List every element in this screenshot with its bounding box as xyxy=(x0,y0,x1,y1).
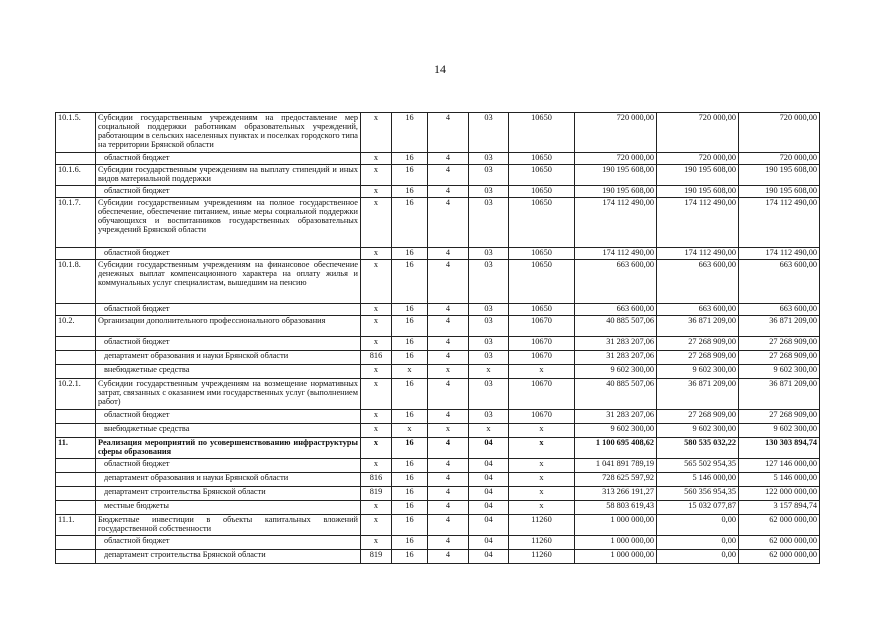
subprogram-code-cell: 4 xyxy=(428,260,469,304)
subprogram-code-cell: 4 xyxy=(428,501,469,515)
amount-year1-cell: 1 000 000,00 xyxy=(575,515,657,536)
event-code-cell: 10670 xyxy=(509,379,575,410)
amount-year3-cell: 663 600,00 xyxy=(739,304,820,316)
row-name-cell: департамент образования и науки Брянской области xyxy=(96,351,361,365)
row-name-cell: Субсидии государственным учреждениям на предоставление мер социальной поддержки работникам образовательных учреждений, работающим в сельских населенных пунктах и поселках городского типа на территории Брянской области xyxy=(96,113,361,153)
row-name-cell: департамент строительства Брянской области xyxy=(96,487,361,501)
admin-code-cell: 819 xyxy=(361,487,392,501)
amount-year3-cell: 9 602 300,00 xyxy=(739,365,820,379)
program-code-cell: 16 xyxy=(392,515,428,536)
admin-code-cell: х xyxy=(361,379,392,410)
subprogram-code-cell: 4 xyxy=(428,515,469,536)
amount-year3-cell: 27 268 909,00 xyxy=(739,337,820,351)
row-number-cell: 10.1.7. xyxy=(56,198,96,248)
program-code-cell: 16 xyxy=(392,438,428,459)
program-code-cell: 16 xyxy=(392,165,428,186)
amount-year2-cell: 560 356 954,35 xyxy=(657,487,739,501)
row-number-cell: 10.1.8. xyxy=(56,260,96,304)
program-code-cell: 16 xyxy=(392,536,428,550)
amount-year1-cell: 190 195 608,00 xyxy=(575,186,657,198)
row-number-cell xyxy=(56,424,96,438)
amount-year2-cell: 15 032 077,87 xyxy=(657,501,739,515)
subprogram-code-cell: 4 xyxy=(428,379,469,410)
row-name-cell: областной бюджет xyxy=(96,186,361,198)
amount-year1-cell: 40 885 507,06 xyxy=(575,379,657,410)
amount-year1-cell: 174 112 490,00 xyxy=(575,198,657,248)
amount-year1-cell: 1 000 000,00 xyxy=(575,536,657,550)
table-row xyxy=(56,316,820,337)
row-number-cell xyxy=(56,337,96,351)
event-code-cell: х xyxy=(509,459,575,473)
event-code-cell: 10650 xyxy=(509,113,575,153)
table-row xyxy=(56,379,820,410)
table-row xyxy=(56,248,820,260)
task-code-cell: х xyxy=(469,424,509,438)
task-code-cell: 03 xyxy=(469,248,509,260)
amount-year2-cell: 190 195 608,00 xyxy=(657,186,739,198)
row-name-cell: департамент строительства Брянской области xyxy=(96,550,361,564)
row-number-cell xyxy=(56,536,96,550)
amount-year3-cell: 9 602 300,00 xyxy=(739,424,820,438)
table-row xyxy=(56,186,820,198)
event-code-cell: х xyxy=(509,438,575,459)
program-code-cell: 16 xyxy=(392,113,428,153)
amount-year1-cell: 58 803 619,43 xyxy=(575,501,657,515)
subprogram-code-cell: 4 xyxy=(428,438,469,459)
budget-table xyxy=(55,112,820,564)
row-number-cell xyxy=(56,248,96,260)
subprogram-code-cell: 4 xyxy=(428,536,469,550)
task-code-cell: 04 xyxy=(469,487,509,501)
event-code-cell: 11260 xyxy=(509,536,575,550)
row-number-cell: 11. xyxy=(56,438,96,459)
amount-year3-cell: 62 000 000,00 xyxy=(739,536,820,550)
subprogram-code-cell: 4 xyxy=(428,487,469,501)
row-name-cell: департамент образования и науки Брянской области xyxy=(96,473,361,487)
event-code-cell: 11260 xyxy=(509,550,575,564)
row-name-cell: областной бюджет xyxy=(96,337,361,351)
amount-year1-cell: 728 625 597,92 xyxy=(575,473,657,487)
admin-code-cell: х xyxy=(361,337,392,351)
amount-year2-cell: 663 600,00 xyxy=(657,304,739,316)
amount-year2-cell: 174 112 490,00 xyxy=(657,198,739,248)
row-number-cell: 11.1. xyxy=(56,515,96,536)
program-code-cell: 16 xyxy=(392,473,428,487)
amount-year3-cell: 27 268 909,00 xyxy=(739,351,820,365)
table-row xyxy=(56,501,820,515)
event-code-cell: 10650 xyxy=(509,165,575,186)
event-code-cell: х xyxy=(509,501,575,515)
amount-year3-cell: 36 871 209,00 xyxy=(739,316,820,337)
amount-year2-cell: 27 268 909,00 xyxy=(657,410,739,424)
task-code-cell: 03 xyxy=(469,198,509,248)
subprogram-code-cell: 4 xyxy=(428,113,469,153)
amount-year1-cell: 1 000 000,00 xyxy=(575,550,657,564)
row-name-cell: областной бюджет xyxy=(96,459,361,473)
amount-year3-cell: 663 600,00 xyxy=(739,260,820,304)
admin-code-cell: х xyxy=(361,113,392,153)
admin-code-cell: х xyxy=(361,501,392,515)
amount-year2-cell: 174 112 490,00 xyxy=(657,248,739,260)
program-code-cell: 16 xyxy=(392,379,428,410)
program-code-cell: 16 xyxy=(392,501,428,515)
amount-year2-cell: 36 871 209,00 xyxy=(657,316,739,337)
amount-year2-cell: 0,00 xyxy=(657,515,739,536)
amount-year3-cell: 190 195 608,00 xyxy=(739,186,820,198)
amount-year1-cell: 190 195 608,00 xyxy=(575,165,657,186)
table-row xyxy=(56,304,820,316)
admin-code-cell: х xyxy=(361,153,392,165)
amount-year3-cell: 27 268 909,00 xyxy=(739,410,820,424)
amount-year2-cell: 9 602 300,00 xyxy=(657,424,739,438)
subprogram-code-cell: 4 xyxy=(428,550,469,564)
task-code-cell: 04 xyxy=(469,536,509,550)
amount-year1-cell: 313 266 191,27 xyxy=(575,487,657,501)
event-code-cell: 10650 xyxy=(509,304,575,316)
event-code-cell: 10670 xyxy=(509,351,575,365)
amount-year3-cell: 720 000,00 xyxy=(739,153,820,165)
amount-year3-cell: 62 000 000,00 xyxy=(739,515,820,536)
row-name-cell: Субсидии государственным учреждениям на возмещение нормативных затрат, связанных с оказанием ими государственных услуг (выполнением работ) xyxy=(96,379,361,410)
row-name-cell: Субсидии государственным учреждениям на финансовое обеспечение денежных выплат компенсационного характера на оплату жилья и коммунальных услуг специалистам, вышедшим на пенсию xyxy=(96,260,361,304)
table-row xyxy=(56,337,820,351)
row-number-cell xyxy=(56,153,96,165)
amount-year1-cell: 1 041 891 789,19 xyxy=(575,459,657,473)
table-row xyxy=(56,365,820,379)
subprogram-code-cell: 4 xyxy=(428,410,469,424)
admin-code-cell: 819 xyxy=(361,550,392,564)
task-code-cell: 03 xyxy=(469,304,509,316)
program-code-cell: х xyxy=(392,365,428,379)
program-code-cell: 16 xyxy=(392,410,428,424)
table-row xyxy=(56,438,820,459)
amount-year1-cell: 31 283 207,06 xyxy=(575,351,657,365)
event-code-cell: х xyxy=(509,365,575,379)
task-code-cell: 04 xyxy=(469,459,509,473)
task-code-cell: х xyxy=(469,365,509,379)
subprogram-code-cell: 4 xyxy=(428,459,469,473)
amount-year1-cell: 9 602 300,00 xyxy=(575,424,657,438)
amount-year3-cell: 190 195 608,00 xyxy=(739,165,820,186)
row-number-cell xyxy=(56,186,96,198)
amount-year3-cell: 174 112 490,00 xyxy=(739,248,820,260)
task-code-cell: 03 xyxy=(469,316,509,337)
subprogram-code-cell: 4 xyxy=(428,337,469,351)
amount-year3-cell: 62 000 000,00 xyxy=(739,550,820,564)
amount-year2-cell: 663 600,00 xyxy=(657,260,739,304)
event-code-cell: 11260 xyxy=(509,515,575,536)
amount-year2-cell: 580 535 032,22 xyxy=(657,438,739,459)
row-number-cell xyxy=(56,501,96,515)
admin-code-cell: х xyxy=(361,438,392,459)
row-name-cell: Бюджетные инвестиции в объекты капитальных вложений государственной собственности xyxy=(96,515,361,536)
subprogram-code-cell: х xyxy=(428,365,469,379)
subprogram-code-cell: 4 xyxy=(428,473,469,487)
table-row xyxy=(56,473,820,487)
amount-year1-cell: 40 885 507,06 xyxy=(575,316,657,337)
task-code-cell: 03 xyxy=(469,351,509,365)
task-code-cell: 03 xyxy=(469,165,509,186)
subprogram-code-cell: 4 xyxy=(428,198,469,248)
subprogram-code-cell: 4 xyxy=(428,186,469,198)
admin-code-cell: 816 xyxy=(361,351,392,365)
admin-code-cell: х xyxy=(361,424,392,438)
task-code-cell: 03 xyxy=(469,186,509,198)
table-row xyxy=(56,153,820,165)
row-number-cell: 10.2. xyxy=(56,316,96,337)
amount-year3-cell: 174 112 490,00 xyxy=(739,198,820,248)
amount-year1-cell: 720 000,00 xyxy=(575,153,657,165)
amount-year1-cell: 174 112 490,00 xyxy=(575,248,657,260)
amount-year2-cell: 27 268 909,00 xyxy=(657,337,739,351)
row-number-cell xyxy=(56,351,96,365)
row-name-cell: Субсидии государственным учреждениям на полное государственное обеспечение, обеспечение питанием, иные меры социальной поддержки обучающихся и воспитанников государственных образовательных учреждений Брянской области xyxy=(96,198,361,248)
table-row xyxy=(56,113,820,153)
program-code-cell: х xyxy=(392,424,428,438)
amount-year1-cell: 720 000,00 xyxy=(575,113,657,153)
program-code-cell: 16 xyxy=(392,459,428,473)
amount-year1-cell: 663 600,00 xyxy=(575,260,657,304)
table-row xyxy=(56,260,820,304)
row-name-cell: Организации дополнительного профессионального образования xyxy=(96,316,361,337)
subprogram-code-cell: 4 xyxy=(428,316,469,337)
admin-code-cell: х xyxy=(361,248,392,260)
row-number-cell xyxy=(56,410,96,424)
table-row xyxy=(56,459,820,473)
admin-code-cell: х xyxy=(361,304,392,316)
admin-code-cell: х xyxy=(361,165,392,186)
event-code-cell: х xyxy=(509,473,575,487)
row-name-cell: Реализация мероприятий по усовершенствованию инфраструктуры сферы образования xyxy=(96,438,361,459)
admin-code-cell: х xyxy=(361,186,392,198)
program-code-cell: 16 xyxy=(392,316,428,337)
event-code-cell: 10650 xyxy=(509,153,575,165)
event-code-cell: 10670 xyxy=(509,316,575,337)
amount-year1-cell: 31 283 207,06 xyxy=(575,410,657,424)
amount-year2-cell: 190 195 608,00 xyxy=(657,165,739,186)
amount-year3-cell: 127 146 000,00 xyxy=(739,459,820,473)
row-number-cell xyxy=(56,487,96,501)
task-code-cell: 04 xyxy=(469,438,509,459)
amount-year2-cell: 36 871 209,00 xyxy=(657,379,739,410)
program-code-cell: 16 xyxy=(392,198,428,248)
task-code-cell: 04 xyxy=(469,501,509,515)
task-code-cell: 03 xyxy=(469,410,509,424)
event-code-cell: 10650 xyxy=(509,260,575,304)
program-code-cell: 16 xyxy=(392,248,428,260)
amount-year1-cell: 31 283 207,06 xyxy=(575,337,657,351)
table-row xyxy=(56,487,820,501)
row-number-cell: 10.2.1. xyxy=(56,379,96,410)
amount-year2-cell: 0,00 xyxy=(657,536,739,550)
program-code-cell: 16 xyxy=(392,550,428,564)
row-number-cell xyxy=(56,365,96,379)
program-code-cell: 16 xyxy=(392,487,428,501)
admin-code-cell: х xyxy=(361,459,392,473)
subprogram-code-cell: х xyxy=(428,424,469,438)
amount-year1-cell: 1 100 695 408,62 xyxy=(575,438,657,459)
amount-year2-cell: 5 146 000,00 xyxy=(657,473,739,487)
program-code-cell: 16 xyxy=(392,186,428,198)
task-code-cell: 03 xyxy=(469,379,509,410)
amount-year2-cell: 720 000,00 xyxy=(657,153,739,165)
task-code-cell: 03 xyxy=(469,337,509,351)
program-code-cell: 16 xyxy=(392,260,428,304)
admin-code-cell: х xyxy=(361,365,392,379)
row-name-cell: областной бюджет xyxy=(96,410,361,424)
admin-code-cell: 816 xyxy=(361,473,392,487)
table-row xyxy=(56,550,820,564)
event-code-cell: 10650 xyxy=(509,186,575,198)
table-row xyxy=(56,536,820,550)
amount-year3-cell: 130 303 894,74 xyxy=(739,438,820,459)
admin-code-cell: х xyxy=(361,260,392,304)
table-row xyxy=(56,351,820,365)
admin-code-cell: х xyxy=(361,536,392,550)
row-name-cell: Субсидии государственным учреждениям на выплату стипендий и иных видов материальной поддержки xyxy=(96,165,361,186)
table-body xyxy=(56,113,820,564)
subprogram-code-cell: 4 xyxy=(428,165,469,186)
program-code-cell: 16 xyxy=(392,304,428,316)
subprogram-code-cell: 4 xyxy=(428,304,469,316)
amount-year1-cell: 9 602 300,00 xyxy=(575,365,657,379)
event-code-cell: х xyxy=(509,487,575,501)
event-code-cell: 10670 xyxy=(509,410,575,424)
task-code-cell: 04 xyxy=(469,473,509,487)
task-code-cell: 03 xyxy=(469,260,509,304)
task-code-cell: 04 xyxy=(469,550,509,564)
table-row xyxy=(56,424,820,438)
event-code-cell: 10670 xyxy=(509,337,575,351)
amount-year3-cell: 122 000 000,00 xyxy=(739,487,820,501)
admin-code-cell: х xyxy=(361,515,392,536)
row-name-cell: областной бюджет xyxy=(96,536,361,550)
subprogram-code-cell: 4 xyxy=(428,248,469,260)
row-name-cell: областной бюджет xyxy=(96,248,361,260)
row-number-cell xyxy=(56,304,96,316)
row-number-cell xyxy=(56,550,96,564)
row-name-cell: местные бюджеты xyxy=(96,501,361,515)
program-code-cell: 16 xyxy=(392,337,428,351)
task-code-cell: 04 xyxy=(469,515,509,536)
table-row xyxy=(56,198,820,248)
amount-year2-cell: 565 502 954,35 xyxy=(657,459,739,473)
event-code-cell: 10650 xyxy=(509,248,575,260)
event-code-cell: х xyxy=(509,424,575,438)
amount-year2-cell: 720 000,00 xyxy=(657,113,739,153)
page-number: 14 xyxy=(434,62,446,76)
amount-year3-cell: 3 157 894,74 xyxy=(739,501,820,515)
amount-year3-cell: 720 000,00 xyxy=(739,113,820,153)
task-code-cell: 03 xyxy=(469,113,509,153)
admin-code-cell: х xyxy=(361,410,392,424)
amount-year1-cell: 663 600,00 xyxy=(575,304,657,316)
program-code-cell: 16 xyxy=(392,153,428,165)
admin-code-cell: х xyxy=(361,316,392,337)
row-number-cell: 10.1.6. xyxy=(56,165,96,186)
program-code-cell: 16 xyxy=(392,351,428,365)
subprogram-code-cell: 4 xyxy=(428,351,469,365)
table-row xyxy=(56,515,820,536)
row-number-cell xyxy=(56,473,96,487)
table-row xyxy=(56,410,820,424)
amount-year2-cell: 27 268 909,00 xyxy=(657,351,739,365)
amount-year2-cell: 9 602 300,00 xyxy=(657,365,739,379)
row-number-cell: 10.1.5. xyxy=(56,113,96,153)
table-row xyxy=(56,165,820,186)
row-number-cell xyxy=(56,459,96,473)
subprogram-code-cell: 4 xyxy=(428,153,469,165)
amount-year3-cell: 5 146 000,00 xyxy=(739,473,820,487)
admin-code-cell: х xyxy=(361,198,392,248)
row-name-cell: внебюджетные средства xyxy=(96,424,361,438)
amount-year2-cell: 0,00 xyxy=(657,550,739,564)
task-code-cell: 03 xyxy=(469,153,509,165)
amount-year3-cell: 36 871 209,00 xyxy=(739,379,820,410)
row-name-cell: областной бюджет xyxy=(96,153,361,165)
row-name-cell: областной бюджет xyxy=(96,304,361,316)
row-name-cell: внебюджетные средства xyxy=(96,365,361,379)
event-code-cell: 10650 xyxy=(509,198,575,248)
